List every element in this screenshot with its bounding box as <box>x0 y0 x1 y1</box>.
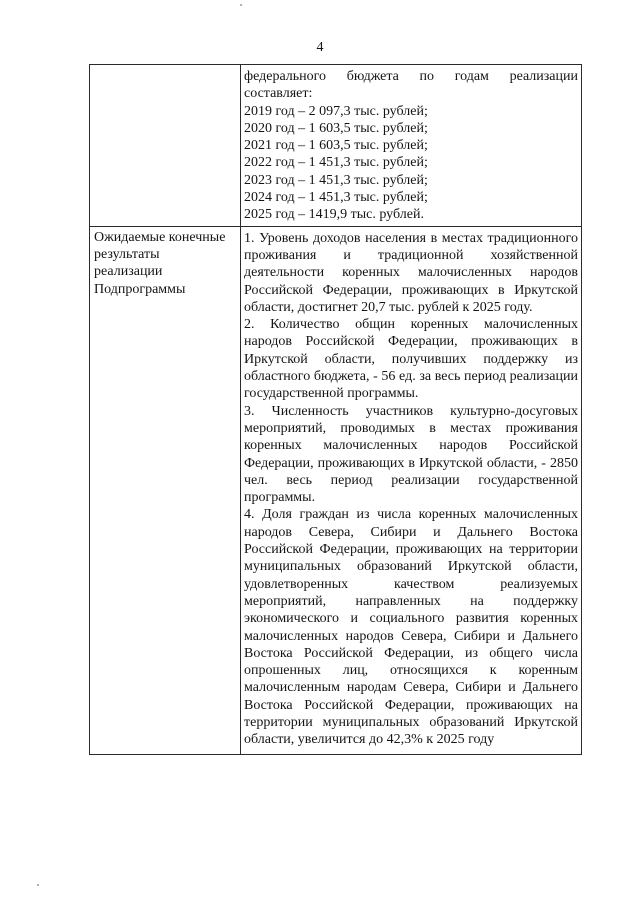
budget-year-line: 2020 год – 1 603,5 тыс. рублей; <box>244 120 428 136</box>
budget-year-line: 2025 год – 1419,9 тыс. рублей. <box>244 207 424 223</box>
row-label-line: Ожидаемые конечные <box>94 229 226 245</box>
passport-table <box>89 64 582 755</box>
row-label-line: Подпрограммы <box>94 281 186 297</box>
budget-intro-line: составляет: <box>244 86 313 102</box>
expected-results-cell <box>241 226 582 754</box>
budget-year-line: 2023 год – 1 451,3 тыс. рублей; <box>244 172 428 188</box>
budget-year-line: 2024 год – 1 451,3 тыс. рублей; <box>244 190 428 206</box>
result-item: 3. Численность участников культурно-досуговых мероприятий, проводимых в местах проживания коренных малочисленных народов Российской Федерации, проживающих в Иркутской области, - 2850 чел. весь период реализации государственной программы. <box>244 403 578 506</box>
result-item: 2. Количество общин коренных малочисленных народов Российской Федерации, проживающих в Иркутской области, получивших поддержку из областного бюджета, - 56 ед. за весь период реализации государственной программы. <box>244 317 578 402</box>
budget-year-line: 2021 год – 1 603,5 тыс. рублей; <box>244 138 428 154</box>
scan-speck <box>37 884 39 886</box>
row-label-line: реализации <box>94 264 163 280</box>
page-number: 4 <box>316 40 324 55</box>
table-row <box>90 226 582 754</box>
budget-year-line: 2019 год – 2 097,3 тыс. рублей; <box>244 103 428 119</box>
result-item: 1. Уровень доходов населения в местах традиционного проживания и традиционной хозяйственной деятельности коренных малочисленных народов Российской Федерации, проживающих в Иркутской области, достигнет 20,7 тыс. рублей к 2025 году. <box>244 230 578 315</box>
budget-year-line: 2022 год – 1 451,3 тыс. рублей; <box>244 155 428 171</box>
row-label-line: результаты <box>94 246 160 262</box>
table-row <box>90 65 582 227</box>
empty-label-cell <box>90 65 241 227</box>
result-item: 4. Доля граждан из числа коренных малочисленных народов Севера, Сибири и Дальнего Востока Российской Федерации, проживающих на территории муниципальных образований Иркутской области, удовлетворенных качеством реализуемых мероприятий, направленных на поддержку экономического и социального развития коренных малочисленных народов Севера, Сибири и Дальнего Востока Российской Федерации, из общего числа опрошенных лиц, относящихся к коренным малочисленным народам Севера, Сибири и Дальнего Востока Российской Федерации, проживающих на территории муниципальных образований Иркутской области, увеличится до 42,3% к 2025 году <box>244 507 578 748</box>
budget-intro-line: федерального бюджета по годам реализации <box>244 69 578 84</box>
federal-budget-cell <box>241 65 582 227</box>
scan-speck <box>240 4 242 6</box>
expected-results-label-cell <box>90 226 241 754</box>
